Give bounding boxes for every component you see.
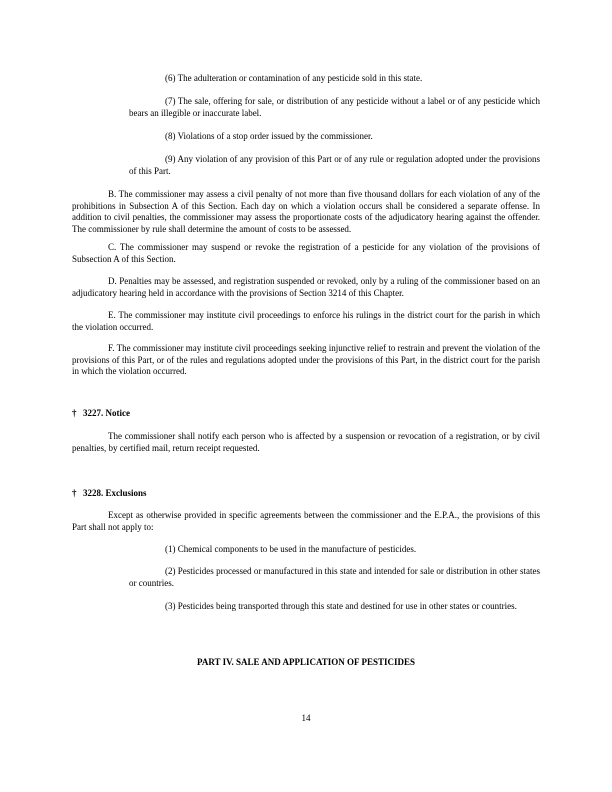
list-item bbox=[129, 96, 540, 119]
item-text: (8) Violations of a stop order issued by the commissioner. bbox=[165, 131, 373, 141]
item-text: (3) Pesticides being transported through this state and destined for use in other states or countries. bbox=[165, 601, 517, 611]
list-item bbox=[129, 73, 540, 85]
paragraph-f: F. The commissioner may institute civil proceedings seeking injunctive relief to restrain and prevent the violation of the provisions of this Part, or of the rules and regulations adopted under the provisions of this Part, in the district court for the parish in which the violation occurred. bbox=[72, 343, 540, 376]
item-text: (7) The sale, offering for sale, or distribution of any pesticide without a label or of any pesticide which bears an illegible or inaccurate label. bbox=[129, 96, 540, 118]
page-number: 14 bbox=[301, 713, 311, 723]
list-item bbox=[129, 544, 540, 556]
item-text: (1) Chemical components to be used in the manufacture of pesticides. bbox=[165, 544, 417, 554]
section-heading-3228 bbox=[72, 488, 147, 500]
section-3227-body: The commissioner shall notify each person who is affected by a suspension or revocation of a registration, or by civil penalties, by certified mail, return receipt requested. bbox=[72, 431, 540, 453]
paragraph-e: E. The commissioner may institute civil proceedings to enforce his rulings in the district court for the parish in which the violation occurred. bbox=[72, 310, 540, 332]
item-text: (9) Any violation of any provision of this Part or of any rule or regulation adopted under the provisions of this Part. bbox=[129, 154, 540, 176]
section-mark: † bbox=[72, 408, 77, 418]
paragraph-c: C. The commissioner may suspend or revoke the registration of a pesticide for any violation of the provisions of Subsection A of this Section. bbox=[72, 242, 540, 264]
list-item bbox=[129, 601, 540, 613]
section-title: 3228. Exclusions bbox=[83, 488, 147, 498]
item-text: (2) Pesticides processed or manufactured in this state and intended for sale or distribution in other states or countries. bbox=[129, 566, 540, 588]
section-mark: † bbox=[72, 488, 77, 498]
section-heading-3227 bbox=[72, 408, 130, 420]
item-text: (6) The adulteration or contamination of any pesticide sold in this state. bbox=[165, 73, 423, 83]
paragraph-d: D. Penalties may be assessed, and registration suspended or revoked, only by a ruling of the commissioner based on an adjudicatory hearing held in accordance with the provisions of Section 3214 of this Chapter. bbox=[72, 276, 540, 298]
section-title: 3227. Notice bbox=[83, 408, 130, 418]
paragraph-b: B. The commissioner may assess a civil penalty of not more than five thousand dollars for each violation of any of the prohibitions in Subsection A of this Section. Each day on which a violation occurs shall be considered a separate offense. In addition to civil penalties, the commissioner may assess the proportionate costs of the adjudicatory hearing against the offender. The commissioner by rule shall determine the amount of costs to be assessed. bbox=[72, 189, 540, 234]
part-title: PART IV. SALE AND APPLICATION OF PESTICIDES bbox=[197, 657, 415, 667]
list-item bbox=[129, 566, 540, 589]
list-item bbox=[129, 131, 540, 143]
section-3228-body: Except as otherwise provided in specific agreements between the commissioner and the E.P.A., the provisions of this Part shall not apply to: bbox=[72, 510, 540, 532]
document-page bbox=[72, 0, 540, 792]
list-item bbox=[129, 154, 540, 177]
